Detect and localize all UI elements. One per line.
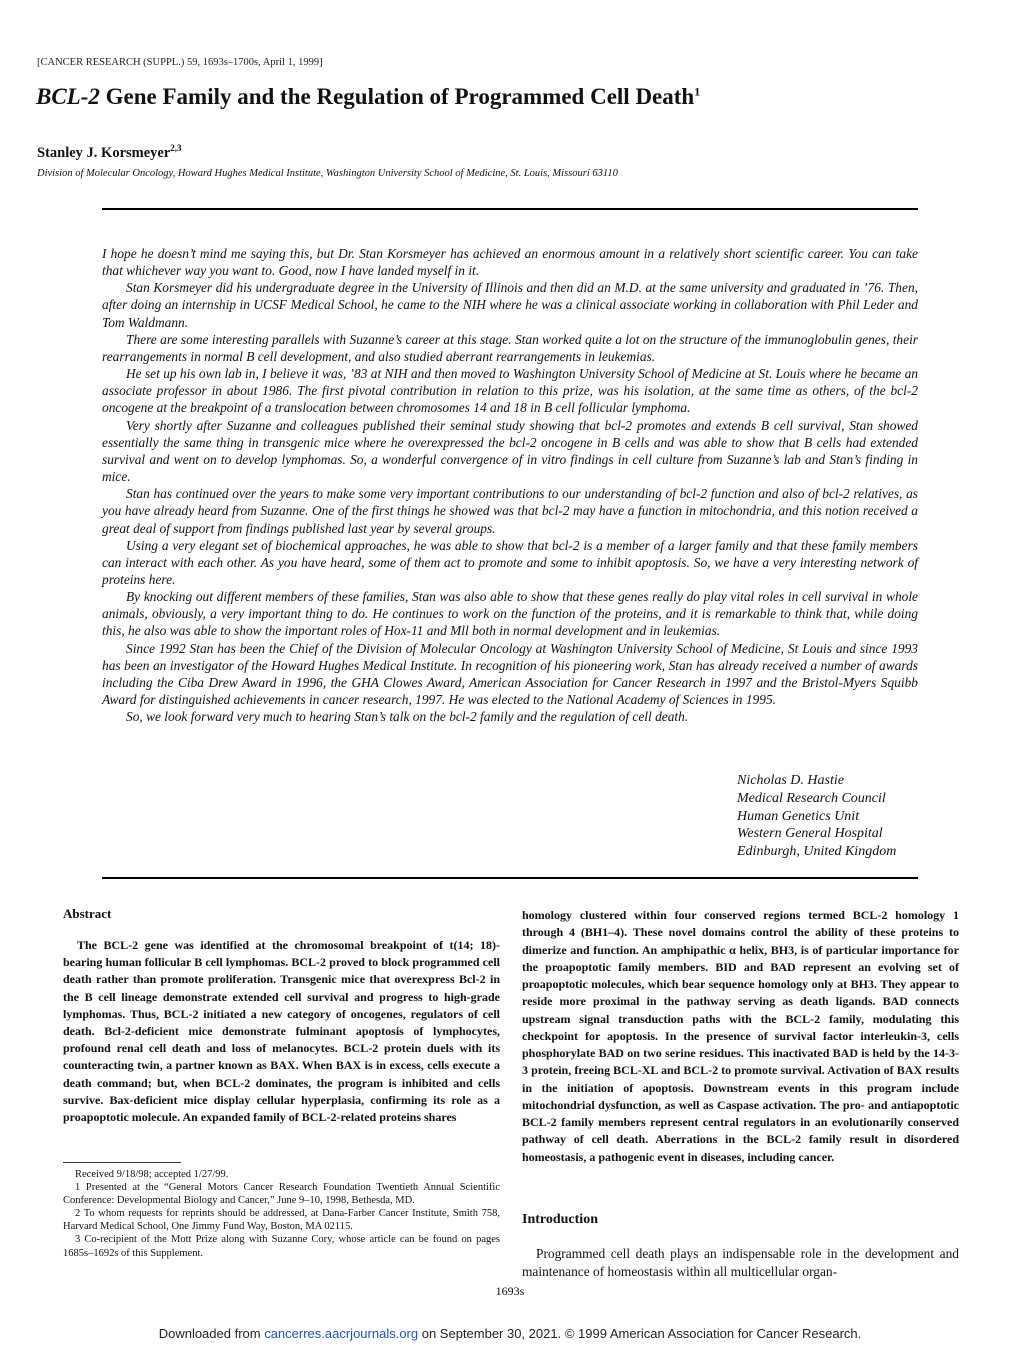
abstract-text-left-column: The BCL-2 gene was identified at the chromosomal breakpoint of t(14; 18)-bearing human follicular B cell lymphomas. BCL-2 proved to block programmed cell death rather than promote proliferation. Transgenic mice that overexpress Bcl-2 in the B cell lineage demonstrate extended cell survival and progress to high-grade lymphomas. Thus, BCL-2 initiated a new category of oncogenes, regulators of cell death. Bcl-2-deficient mice demonstrate fulminant apoptosis of lymphocytes, profound renal cell death and loss of melanocytes. BCL-2 protein duels with its counteracting twin, a partner known as BAX. When BAX is in excess, cells execute a death command; but, when BCL-2 dominates, the program is inhibited and cells survive. Bax-deficient mice display cellular hyperplasia, confirming its role as a proapoptotic molecule. An expanded family of BCL-2-related proteins shares [63, 938, 500, 1125]
download-suffix: on September 30, 2021. © 1999 American Association for Cancer Research. [418, 1326, 862, 1341]
title-gene-name: BCL-2 [36, 84, 100, 109]
intro-paragraph: Since 1992 Stan has been the Chief of the Division of Molecular Oncology at Washington University School of Medicine, St Louis and since 1993 has been an investigator of the Howard Hughes Medical Institute. In recognition of his pioneering work, Stan has already received a number of awards including the Ciba Drew Award in 1996, the GHA Clowes Award, American Association for Cancer Research in 1997 and the Bristol-Myers Squibb Award for distinguished achievements in cancer research, 1997. He was elected to the National Academy of Sciences in 1995. [102, 640, 918, 708]
signature-line: Western General Hospital [737, 826, 883, 842]
author-name [37, 143, 182, 162]
intro-paragraph: Stan has continued over the years to make some very important contributions to our understanding of bcl-2 function and also of bcl-2 relatives, as you have already heard from Suzanne. One of the first things he showed was that bcl-2 may have a function in mitochondria, and this notion received a great deal of support from findings published last year by several groups. [102, 486, 918, 536]
journal-citation: [CANCER RESEARCH (SUPPL.) 59, 1693s–1700s, April 1, 1999] [37, 57, 323, 68]
title-text: Gene Family and the Regulation of Programmed Cell Death [99, 84, 695, 109]
article-title [36, 84, 700, 110]
footnote: 1 Presented at the “General Motors Cancer Research Foundation Twentieth Annual Scientific Conference: Developmental Biology and Cancer,” June 9–10, 1998, Bethesda, MD. [63, 1182, 500, 1207]
abstract-text-right-column: homology clustered within four conserved regions termed BCL-2 homology 1 through 4 (BH1–4). These novel domains control the ability of these proteins to dimerize and function. An amphipathic α helix, BH3, is of particular importance for the proapoptotic family members. BID and BAD represent an evolving set of proapoptotic molecules, which bear sequence homology only at BH3. They appear to reside more proximal in the pathway serving as death ligands. BAD connects upstream signal transduction paths with the BCL-2 family, modulating this checkpoint for apoptosis. In the presence of survival factor interleukin-3, cells phosphorylate BAD on two serine residues. This inactivated BAD is held by the 14-3-3 protein, freeing BCL-XL and BCL-2 to promote survival. Activation of BAX results in the initiation of apoptosis. Downstream events in this program include mitochondrial dysfunction, as well as Caspase activation. The pro- and antiapoptotic BCL-2 family members represent central regulators in an evolutionarily conserved pathway of cell death. Aberrations in the BCL-2 family result in disordered homeostasis, a pathogenic event in diseases, including cancer. [522, 908, 959, 1164]
download-prefix: Downloaded from [158, 1326, 265, 1341]
signature-line: Nicholas D. Hastie [737, 773, 844, 788]
intro-paragraph: So, we look forward very much to hearing Stan’s talk on the bcl-2 family and the regulation of cell death. [126, 709, 689, 725]
journal-link[interactable]: cancerres.aacrjournals.org [264, 1326, 419, 1341]
intro-paragraph: By knocking out different members of these families, Stan was also able to show that these genes really do play vital roles in cell survival in whole animals, obviously, a very important thing to do. He continues to work on the function of the proteins, and it is remarkable to think that, while doing this, he also was able to show the important roles of Hox-11 and Mll both in normal development and in leukemias. [102, 589, 918, 639]
title-footnote-mark: 1 [694, 84, 701, 99]
signature-line: Edinburgh, United Kingdom [737, 844, 897, 860]
section-divider [102, 877, 918, 879]
page-number: 1693s [495, 1284, 525, 1298]
footnote-rule [63, 1162, 181, 1163]
intro-paragraph: Using a very elegant set of biochemical approaches, he was able to show that bcl-2 is a member of a larger family and that these family members can interact with each other. As you have heard, some of them act to promote and some to inhibit apoptosis. So, we have a very interesting network of proteins here. [102, 537, 918, 587]
introductory-remarks [102, 245, 918, 725]
footnote: 2 To whom requests for reprints should be addressed, at Dana-Farber Cancer Institute, Smith 758, Harvard Medical School, One Jimmy Fund Way, Boston, MA 02115. [63, 1208, 500, 1233]
abstract-heading: Abstract [63, 906, 112, 921]
introduction-heading: Introduction [522, 1212, 598, 1227]
top-divider [102, 208, 918, 210]
signature-line: Medical Research Council [737, 790, 886, 806]
author-affiliation: Division of Molecular Oncology, Howard Hughes Medical Institute, Washington University School of Medicine, St. Louis, Missouri 63110 [37, 168, 618, 179]
footnote: Received 9/18/98; accepted 1/27/99. [75, 1169, 229, 1180]
download-banner [0, 1326, 1020, 1342]
signature-block [737, 772, 896, 861]
author-name-text: Stanley J. Korsmeyer [37, 144, 171, 161]
footnote: 3 Co-recipient of the Mott Prize along with Suzanne Cory, whose article can be found on pages 1685s–1692s of this Supplement. [63, 1234, 500, 1259]
intro-paragraph: He set up his own lab in, I believe it was, ’83 at NIH and then moved to Washington University School of Medicine at St. Louis where he became an associate professor in about 1986. The first pivotal contribution in relation to this prize, was his isolation, at the same time as others, of the bcl-2 oncogene at the breakpoint of a translocation between chromosomes 14 and 18 in B cell follicular lymphoma. [102, 366, 918, 416]
introduction-text: Programmed cell death plays an indispensable role in the development and maintenance of homeostasis within all multicellular organ- [522, 1246, 959, 1279]
footnotes [63, 1168, 500, 1260]
intro-paragraph: Stan Korsmeyer did his undergraduate degree in the University of Illinois and then did an M.D. at the same university and graduated in ’76. Then, after doing an internship in UCSF Medical School, he came to the NIH where he was a clinical associate working in collaboration with Phil Leder and Tom Waldmann. [102, 280, 918, 330]
signature-line: Human Genetics Unit [737, 808, 860, 824]
intro-paragraph: Very shortly after Suzanne and colleagues published their seminal study showing that bcl-2 promotes and extends B cell survival, Stan showed essentially the same thing in transgenic mice where he overexpressed the bcl-2 oncogene in B cells and was able to show that B cells had extended survival and went on to develop lymphomas. So, a wonderful convergence of in vitro findings in cell culture from Suzanne’s lab and Stan’s finding in mice. [102, 417, 918, 485]
author-footnote-marks: 2,3 [170, 143, 182, 153]
intro-paragraph: I hope he doesn’t mind me saying this, but Dr. Stan Korsmeyer has achieved an enormous amount in a relatively short scientific career. You can take that whichever way you want to. Good, now I have landed myself in it. [102, 246, 918, 279]
intro-paragraph: There are some interesting parallels with Suzanne’s career at this stage. Stan worked quite a lot on the structure of the immunoglobulin genes, their rearrangements in normal B cell development, and also studied aberrant rearrangements in leukemias. [102, 331, 918, 364]
